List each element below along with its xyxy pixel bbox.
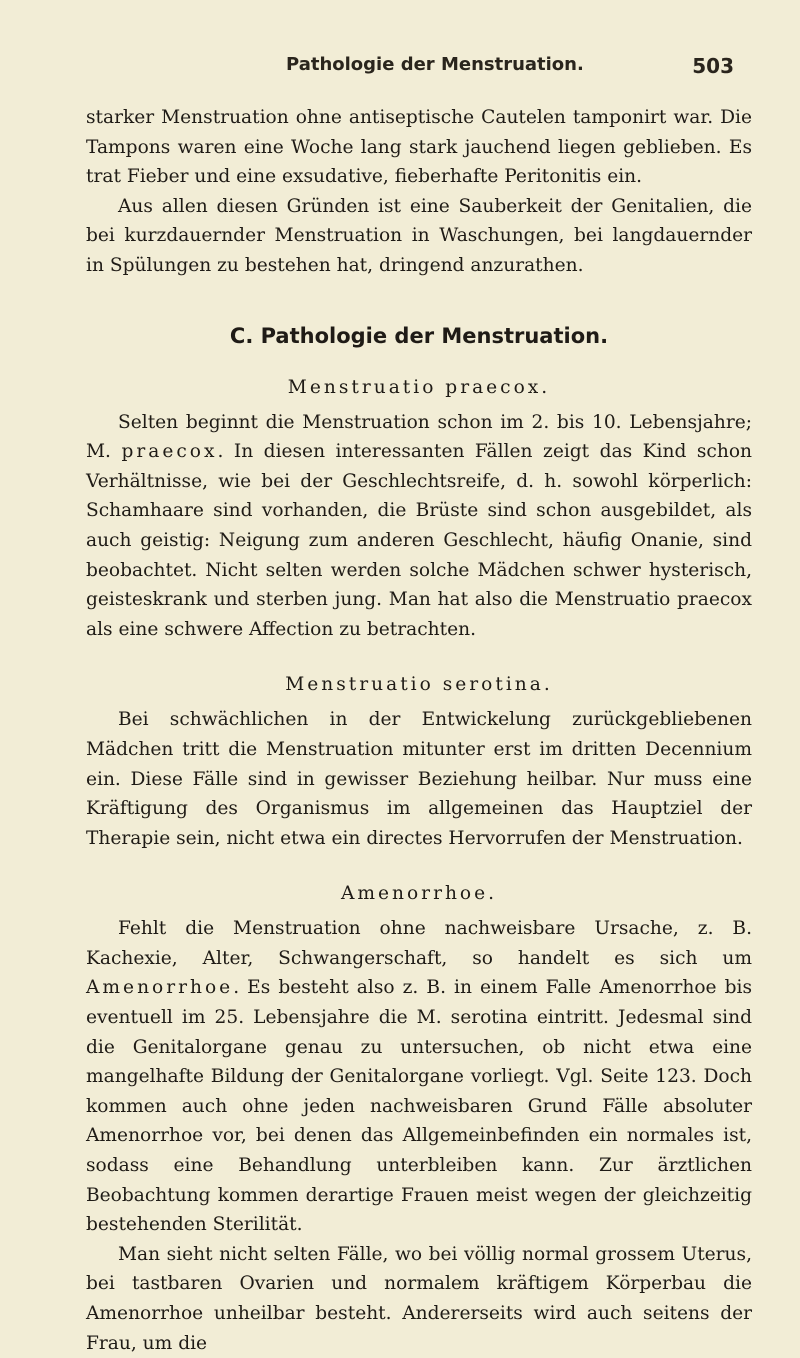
paragraph-cleanliness: Aus allen diesen Gründen ist eine Sauberkeit der Genitalien, die bei kurzdauernder Menstruation in Waschungen, bei langdauernder in Spülungen zu bestehen hat, dringend anzurathen. — [86, 195, 752, 276]
paragraph-serotina: Bei schwächlichen in der Entwickelung zurückgebliebenen Mädchen tritt die Menstruation mitunter erst im dritten Decennium ein. Diese Fälle sind in gewisser Beziehung heilbar. Nur muss eine Kräftigung des Organismus im allgemeinen das Hauptziel der Therapie sein, nicht etwa ein directes Hervorrufen der Menstruation. — [86, 709, 752, 849]
section-heading-praecox: Menstruatio praecox. — [287, 376, 551, 398]
term-amenorrhoe: Amenorrhoe — [86, 977, 234, 999]
term-praecox: praecox — [121, 441, 218, 463]
paragraph-amenorrhoe-rest: . Es besteht also z. B. in einem Falle Amenorrhoe bis eventuell im 25. Lebensjahre die M. serotina eintritt. Jedesmal sind die Genitalorgane genau zu untersuchen, ob nicht etwa eine mangelhafte Bildung der Genitalorgane vorliegt. Vgl. Seite 123. Doch kommen auch ohne jeden nachweisbaren Grund Fälle absoluter Amenorrhoe vor, bei denen das Allgemeinbefinden ein normales ist, sodass eine Behandlung unterbleiben kann. Zur ärztlichen Beobachtung kommen derartige Frauen meist wegen der gleichzeitig bestehenden Sterilität. — [86, 977, 752, 1236]
paragraph-continuation: starker Menstruation ohne antiseptische Cautelen tamponirt war. Die Tampons waren eine Woche lang stark jauchend liegen geblieben. Es trat Fieber und eine exsudative, fieberhafte Peritonitis ein. — [86, 107, 752, 188]
chapter-heading: C. Pathologie der Menstruation. — [229, 323, 609, 348]
paragraph-amenorrhoe-start: Fehlt die Menstruation ohne nachweisbare Ursache, z. B. Kachexie, Alter, Schwangerschaft, so handelt es sich um — [86, 918, 752, 969]
running-head — [86, 54, 752, 82]
running-title: Pathologie der Menstruation. — [286, 54, 584, 75]
paragraph-praecox-rest: . In diesen interessanten Fällen zeigt das Kind schon Verhältnisse, wie bei der Geschlechtsreife, d. h. sowohl körperlich: Schamhaare sind vorhanden, die Brüste sind schon ausgebildet, als auch geistig: Neigung zum anderen Geschlecht, häufig Onanie, sind beobachtet. Nicht selten werden solche Mädchen schwer hysterisch, geisteskrank und sterben jung. Man hat also die Menstruatio praecox als eine schwere Affection zu betrachten. — [86, 441, 752, 640]
page-number: 503 — [692, 54, 734, 78]
paragraph-praecox-start: Selten beginnt die Menstruation schon im 2. bis 10. Lebensjahre; M. — [86, 411, 752, 463]
paragraph-amenorrhoe-2: Man sieht nicht selten Fälle, wo bei völlig normal grossem Uterus, bei tastbaren Ovarien und normalem kräftigem Körperbau die Amenorrhoe unheilbar besteht. Andererseits wird auch seitens der Frau, um die — [86, 1243, 752, 1354]
paragraph-praecox — [86, 408, 752, 645]
paragraph-amenorrhoe-1 — [86, 914, 752, 1240]
page-content — [86, 103, 752, 1358]
section-heading-serotina: Menstruatio serotina. — [285, 674, 553, 696]
section-heading-amenorrhoe: Amenorrhoe. — [340, 883, 498, 905]
